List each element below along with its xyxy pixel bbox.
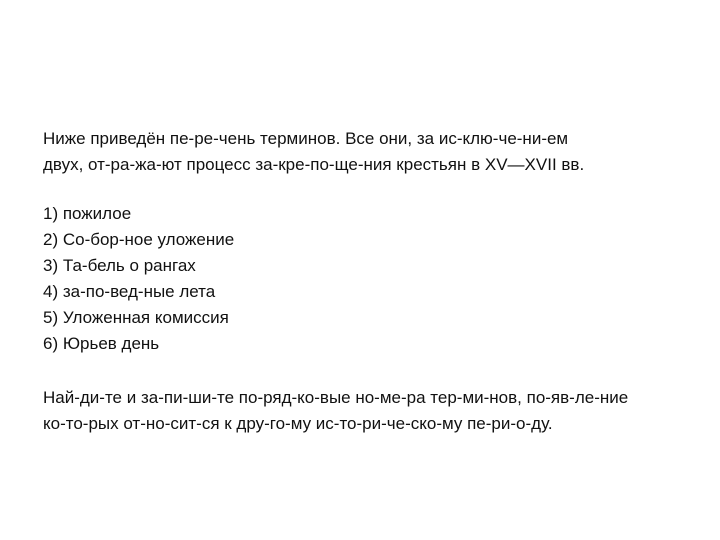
intro-paragraph <box>43 126 720 178</box>
task-paragraph <box>43 385 720 437</box>
term-item-3: 3) Та-бель о рангах <box>43 256 196 275</box>
intro-line-2: двух, от-ра-жа-ют процесс за-кре-по-ще-ния крестьян в XV—XVII вв. <box>43 155 585 174</box>
intro-line-1: Ниже приведён пе-ре-чень терминов. Все они, за ис-клю-че-ни-ем <box>43 129 569 148</box>
task-line-1: Най-ди-те и за-пи-ши-те по-ряд-ко-вые но-ме-ра тер-ми-нов, по-яв-ле-ние <box>43 388 629 407</box>
terms-list <box>43 201 720 357</box>
task-line-2: ко-то-рых от-но-сит-ся к дру-го-му ис-то-ри-че-ско-му пе-ри-о-ду. <box>43 414 553 433</box>
term-item-2: 2) Со-бор-ное уложение <box>43 230 235 249</box>
term-item-1: 1) пожилое <box>43 204 132 223</box>
term-item-6: 6) Юрьев день <box>43 334 160 353</box>
term-item-4: 4) за-по-вед-ные лета <box>43 282 216 301</box>
term-item-5: 5) Уложенная комиссия <box>43 308 229 327</box>
